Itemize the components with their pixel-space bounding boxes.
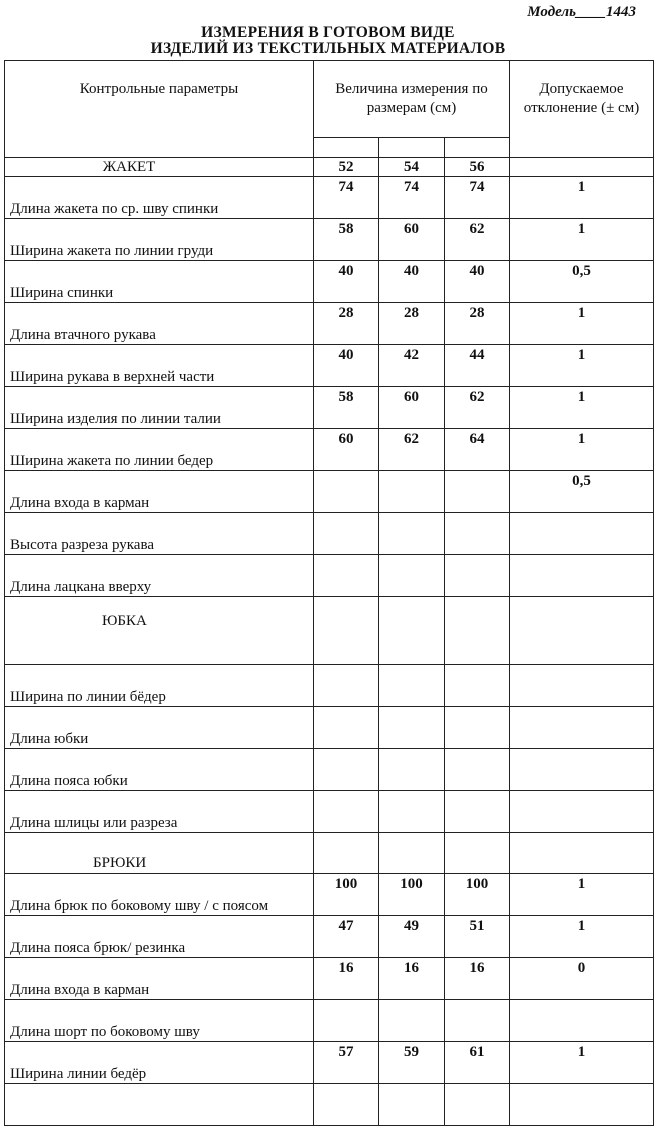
size-value: 62 xyxy=(445,387,510,429)
size-number: 52 xyxy=(314,158,379,177)
size-value xyxy=(314,791,379,833)
empty-cell xyxy=(379,597,445,665)
size-value xyxy=(379,665,445,707)
size-value: 62 xyxy=(445,219,510,261)
tolerance-value: 0,5 xyxy=(510,471,654,513)
tolerance-value xyxy=(510,555,654,597)
size-value xyxy=(379,555,445,597)
section-title: ЖАКЕТ xyxy=(5,158,314,177)
size-value: 47 xyxy=(314,916,379,958)
row-label: Длина шорт по боковому шву xyxy=(5,1000,314,1042)
row-label: Длина жакета по ср. шву спинки xyxy=(5,177,314,219)
size-value xyxy=(445,665,510,707)
tolerance-value: 1 xyxy=(510,303,654,345)
row-label: Длина пояса юбки xyxy=(5,749,314,791)
row-label: Длина лацкана вверху xyxy=(5,555,314,597)
measurements-table xyxy=(4,60,654,1126)
table-row xyxy=(5,471,654,513)
size-value: 74 xyxy=(379,177,445,219)
table-row xyxy=(5,791,654,833)
tolerance-value: 1 xyxy=(510,916,654,958)
row-label: Длина юбки xyxy=(5,707,314,749)
size-value: 62 xyxy=(379,429,445,471)
table-row xyxy=(5,665,654,707)
row-label: Длина втачного рукава xyxy=(5,303,314,345)
size-value xyxy=(314,513,379,555)
size-value: 40 xyxy=(314,345,379,387)
table-row xyxy=(5,1000,654,1042)
table-row xyxy=(5,387,654,429)
tolerance-value: 1 xyxy=(510,429,654,471)
tolerance-value xyxy=(510,749,654,791)
size-value: 60 xyxy=(379,219,445,261)
size-value: 74 xyxy=(445,177,510,219)
param-column-header: Контрольные параметры xyxy=(5,61,314,158)
section-row-jacket xyxy=(5,158,654,177)
size-value: 61 xyxy=(445,1042,510,1084)
size-value xyxy=(314,707,379,749)
size-value xyxy=(379,749,445,791)
tolerance-value xyxy=(510,665,654,707)
row-label: Ширина жакета по линии груди xyxy=(5,219,314,261)
empty-cell xyxy=(379,833,445,874)
section-title: ЮБКА xyxy=(5,597,314,665)
table-row xyxy=(5,874,654,916)
size-value: 40 xyxy=(314,261,379,303)
row-label: Ширина спинки xyxy=(5,261,314,303)
tolerance-value: 1 xyxy=(510,177,654,219)
size-value xyxy=(314,555,379,597)
size-value: 28 xyxy=(379,303,445,345)
size-value xyxy=(379,1000,445,1042)
size-value: 57 xyxy=(314,1042,379,1084)
size-subcell xyxy=(379,138,445,158)
size-value xyxy=(379,1084,445,1126)
size-header-line2: размерам (см) xyxy=(366,100,457,116)
tolerance-value xyxy=(510,707,654,749)
row-label xyxy=(5,1084,314,1126)
table-row xyxy=(5,513,654,555)
size-value xyxy=(445,471,510,513)
size-value: 40 xyxy=(445,261,510,303)
size-number: 54 xyxy=(379,158,445,177)
row-label: Ширина жакета по линии бедер xyxy=(5,429,314,471)
size-value: 100 xyxy=(379,874,445,916)
section-row-trousers xyxy=(5,833,654,874)
tolerance-value: 1 xyxy=(510,874,654,916)
table-row xyxy=(5,916,654,958)
tolerance-value: 1 xyxy=(510,387,654,429)
size-value xyxy=(445,1084,510,1126)
tolerance-value xyxy=(510,1000,654,1042)
tol-header-line1: Допускаемое xyxy=(539,81,624,97)
tolerance-value: 1 xyxy=(510,219,654,261)
size-value: 100 xyxy=(314,874,379,916)
size-value: 16 xyxy=(314,958,379,1000)
size-value: 59 xyxy=(379,1042,445,1084)
size-value: 49 xyxy=(379,916,445,958)
table-row xyxy=(5,177,654,219)
section-row-skirt xyxy=(5,597,654,665)
size-value: 58 xyxy=(314,219,379,261)
tolerance-value: 1 xyxy=(510,345,654,387)
size-value xyxy=(379,471,445,513)
model-number: Модель____1443 xyxy=(527,4,636,20)
size-value xyxy=(445,513,510,555)
table-row xyxy=(5,1084,654,1126)
table-row xyxy=(5,958,654,1000)
row-label: Длина пояса брюк/ резинка xyxy=(5,916,314,958)
tolerance-value xyxy=(510,1084,654,1126)
size-value: 51 xyxy=(445,916,510,958)
empty-cell xyxy=(510,597,654,665)
table-row xyxy=(5,707,654,749)
size-value xyxy=(445,791,510,833)
tolerance-value: 0 xyxy=(510,958,654,1000)
empty-cell xyxy=(510,833,654,874)
row-label: Длина шлицы или разреза xyxy=(5,791,314,833)
document-subtitle: ИЗДЕЛИЙ ИЗ ТЕКСТИЛЬНЫХ МАТЕРИАЛОВ xyxy=(150,40,506,57)
empty-cell xyxy=(510,158,654,177)
row-label: Ширина рукава в верхней части xyxy=(5,345,314,387)
table-row xyxy=(5,345,654,387)
table-row xyxy=(5,303,654,345)
size-value xyxy=(445,1000,510,1042)
size-value: 40 xyxy=(379,261,445,303)
empty-cell xyxy=(445,833,510,874)
size-value: 60 xyxy=(314,429,379,471)
size-value: 28 xyxy=(314,303,379,345)
size-value xyxy=(314,1000,379,1042)
tolerance-value xyxy=(510,791,654,833)
size-value xyxy=(314,1084,379,1126)
table-row xyxy=(5,1042,654,1084)
size-number: 56 xyxy=(445,158,510,177)
size-column-header xyxy=(314,61,510,138)
size-value xyxy=(379,707,445,749)
tolerance-value: 0,5 xyxy=(510,261,654,303)
tolerance-value: 1 xyxy=(510,1042,654,1084)
size-subcell xyxy=(314,138,379,158)
row-label: Ширина линии бедёр xyxy=(5,1042,314,1084)
size-value xyxy=(314,471,379,513)
size-value: 16 xyxy=(379,958,445,1000)
table-row xyxy=(5,261,654,303)
size-value: 100 xyxy=(445,874,510,916)
size-value xyxy=(379,513,445,555)
table-row xyxy=(5,429,654,471)
tol-header-line2: отклонение (± см) xyxy=(523,100,640,116)
document-title: ИЗМЕРЕНИЯ В ГОТОВОМ ВИДЕ xyxy=(201,24,455,41)
tolerance-value xyxy=(510,513,654,555)
size-value xyxy=(379,791,445,833)
size-value xyxy=(314,665,379,707)
row-label: Длина входа в карман xyxy=(5,958,314,1000)
size-subcell xyxy=(445,138,510,158)
section-title: БРЮКИ xyxy=(5,833,314,874)
size-value: 60 xyxy=(379,387,445,429)
size-value xyxy=(445,555,510,597)
empty-cell xyxy=(314,833,379,874)
row-label: Ширина изделия по линии талии xyxy=(5,387,314,429)
empty-cell xyxy=(314,597,379,665)
size-value: 28 xyxy=(445,303,510,345)
size-value: 64 xyxy=(445,429,510,471)
row-label: Длина входа в карман xyxy=(5,471,314,513)
size-value: 58 xyxy=(314,387,379,429)
table-row xyxy=(5,219,654,261)
table-row xyxy=(5,555,654,597)
size-header-line1: Величина измерения по xyxy=(335,81,488,97)
row-label: Ширина по линии бёдер xyxy=(5,665,314,707)
table-header-row xyxy=(5,61,654,138)
size-value xyxy=(445,707,510,749)
size-value: 74 xyxy=(314,177,379,219)
table-row xyxy=(5,749,654,791)
tolerance-column-header xyxy=(510,61,654,158)
size-value: 16 xyxy=(445,958,510,1000)
size-value xyxy=(445,749,510,791)
size-value: 42 xyxy=(379,345,445,387)
size-value xyxy=(314,749,379,791)
row-label: Длина брюк по боковому шву / с поясом xyxy=(5,874,314,916)
row-label: Высота разреза рукава xyxy=(5,513,314,555)
size-value: 44 xyxy=(445,345,510,387)
empty-cell xyxy=(445,597,510,665)
